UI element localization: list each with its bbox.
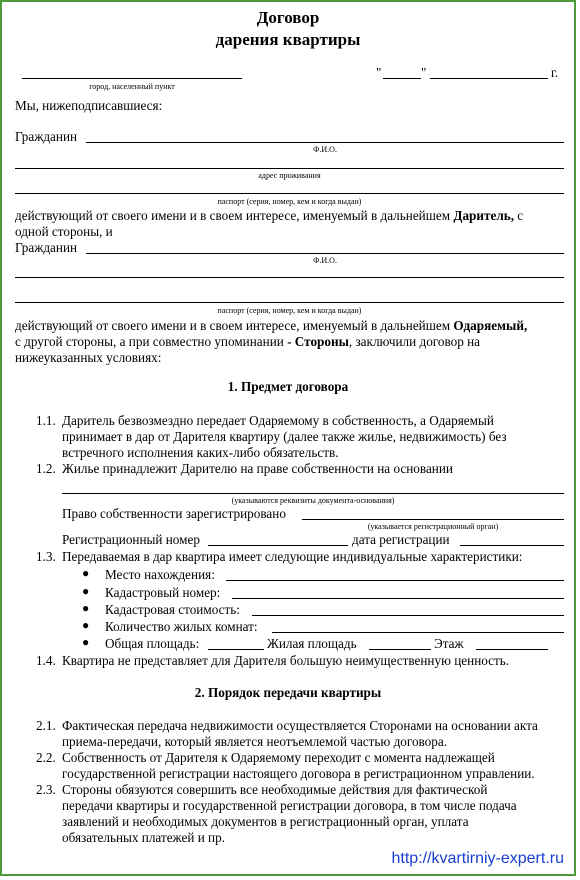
bullet-living-area-line[interactable] (369, 649, 431, 650)
clause-1-1-line3: встречного исполнения каких-либо обязательств. (62, 445, 339, 460)
bullet-location-line[interactable] (226, 580, 564, 581)
clause-1-2-registrar-caption: (указывается регистрационный орган) (367, 522, 499, 531)
party1-acting-line: действующий от своего имени и в своем интересе, именуемый в дальнейшем Даритель, с (15, 208, 524, 223)
clause-1-2-registrar-line[interactable] (302, 519, 564, 520)
date-quote-close: " (421, 65, 427, 80)
bullet-marker: ● (82, 566, 90, 580)
party2-acting-line2: с другой стороны, а при совместно упоминании - Стороны, заключили договор на (15, 334, 481, 349)
clause-1-1-number: 1.1. (36, 413, 56, 428)
clause-2-3-line1: Стороны обязуются совершить все необходимые действия для фактической (62, 782, 488, 797)
party1-fio-line[interactable] (86, 142, 564, 143)
clause-1-3-line1: Передаваемая в дар квартира имеет следующие индивидуальные характеристики: (62, 549, 523, 564)
party1-acting-line2: одной стороны, и (15, 224, 113, 239)
bullet-rooms-line[interactable] (272, 632, 564, 633)
footer-url-link[interactable]: http://kvartirniy-expert.ru (391, 850, 564, 867)
clause-1-4-number: 1.4. (36, 653, 56, 668)
bullet-cadastral-number-label: Кадастровый номер: (105, 585, 221, 600)
clause-1-3-number: 1.3. (36, 549, 56, 564)
bullet-total-area-label: Общая площадь: (105, 636, 200, 651)
clause-2-2-number: 2.2. (36, 750, 56, 765)
party2-fio-caption: Ф.И.О. (313, 256, 337, 265)
bullet-marker: ● (82, 635, 90, 649)
party2-acting-line: действующий от своего имени и в своем интересе, именуемый в дальнейшем Одаряемый, (15, 318, 528, 333)
bullet-marker: ● (82, 584, 90, 598)
party2-passport-line[interactable] (15, 302, 564, 303)
clause-1-4-line1: Квартира не представляет для Дарителя большую неимущественную ценность. (62, 653, 510, 668)
clause-2-2-line2: государственной регистрации настоящего договора в регистрационном управлении. (62, 766, 535, 781)
section2-heading: 2. Порядок передачи квартиры (194, 685, 382, 700)
clause-1-2-number: 1.2. (36, 461, 56, 476)
bullet-rooms-label: Количество жилых комнат: (105, 619, 258, 634)
bullet-cadastral-value-label: Кадастровая стоимость: (105, 602, 240, 617)
party2-address-line[interactable] (15, 277, 564, 278)
clause-1-2-basis-line[interactable] (62, 493, 564, 494)
date-day-line[interactable] (383, 78, 421, 79)
clause-1-2-regdate-line[interactable] (460, 545, 564, 546)
clause-2-3-line2: передачи квартиры и государственной регистрации договора, в том числе подача (62, 798, 517, 813)
party1-passport-caption: паспорт (серия, номер, кем и когда выдан) (217, 197, 362, 206)
section1-heading: 1. Предмет договора (227, 379, 349, 394)
date-month-year-line[interactable] (430, 78, 548, 79)
city-caption: город, населенный пункт (89, 82, 175, 91)
clause-2-3-number: 2.3. (36, 782, 56, 797)
year-suffix: г. (551, 65, 559, 80)
bullet-cadastral-number-line[interactable] (232, 598, 564, 599)
clause-2-1-line1: Фактическая передача недвижимости осуществляется Сторонами на основании акта (62, 718, 538, 733)
party1-label: Гражданин (15, 129, 78, 144)
city-line[interactable] (22, 78, 242, 79)
bullet-marker: ● (82, 601, 90, 615)
clause-1-2-registered-label: Право собственности зарегистрировано (62, 506, 286, 521)
bullet-floor-label: Этаж (434, 636, 464, 651)
clause-1-2-regdate-label: дата регистрации (352, 532, 450, 547)
clause-2-1-number: 2.1. (36, 718, 56, 733)
party1-address-line[interactable] (15, 168, 564, 169)
clause-1-2-basis-caption: (указываются реквизиты документа-основания) (231, 496, 395, 505)
clause-2-1-line2: приема-передачи, который является неотъемлемой частью договора. (62, 734, 448, 749)
party2-passport-caption: паспорт (серия, номер, кем и когда выдан) (217, 306, 362, 315)
date-quote-open: " (376, 65, 382, 80)
bullet-living-area-label: Жилая площадь (267, 636, 357, 651)
clause-2-2-line1: Собственность от Дарителя к Одаряемому переходит с момента надлежащей (62, 750, 495, 765)
clause-1-1-line2: принимает в дар от Дарителя квартиру (далее также жилье, недвижимость) без (62, 429, 507, 444)
bullet-total-area-line[interactable] (208, 649, 264, 650)
clause-1-2-line1: Жилье принадлежит Дарителю на праве собственности на основании (62, 461, 453, 476)
document-subtitle: дарения квартиры (215, 30, 361, 49)
clause-1-2-regnum-line[interactable] (208, 545, 348, 546)
document-title: Договор (256, 8, 320, 27)
party1-address-caption: адрес проживания (258, 171, 321, 180)
clause-2-3-line4: обязательных платежей и пр. (62, 830, 225, 845)
party2-label: Гражданин (15, 240, 78, 255)
bullet-cadastral-value-line[interactable] (252, 615, 564, 616)
party1-fio-caption: Ф.И.О. (313, 145, 337, 154)
clause-1-1-line1: Даритель безвозмездно передает Одаряемому в собственность, а Одаряемый (62, 413, 494, 428)
bullet-floor-line[interactable] (476, 649, 548, 650)
party1-passport-line[interactable] (15, 193, 564, 194)
bullet-location-label: Место нахождения: (105, 567, 215, 582)
intro-text: Мы, нижеподписавшиеся: (15, 98, 163, 113)
bullet-marker: ● (82, 618, 90, 632)
party2-acting-line3: нижеуказанных условиях: (15, 350, 162, 365)
clause-1-2-regnum-label: Регистрационный номер (62, 532, 200, 547)
clause-2-3-line3: заявлений и необходимых документов в регистрационный орган, уплата (62, 814, 469, 829)
party2-fio-line[interactable] (86, 253, 564, 254)
